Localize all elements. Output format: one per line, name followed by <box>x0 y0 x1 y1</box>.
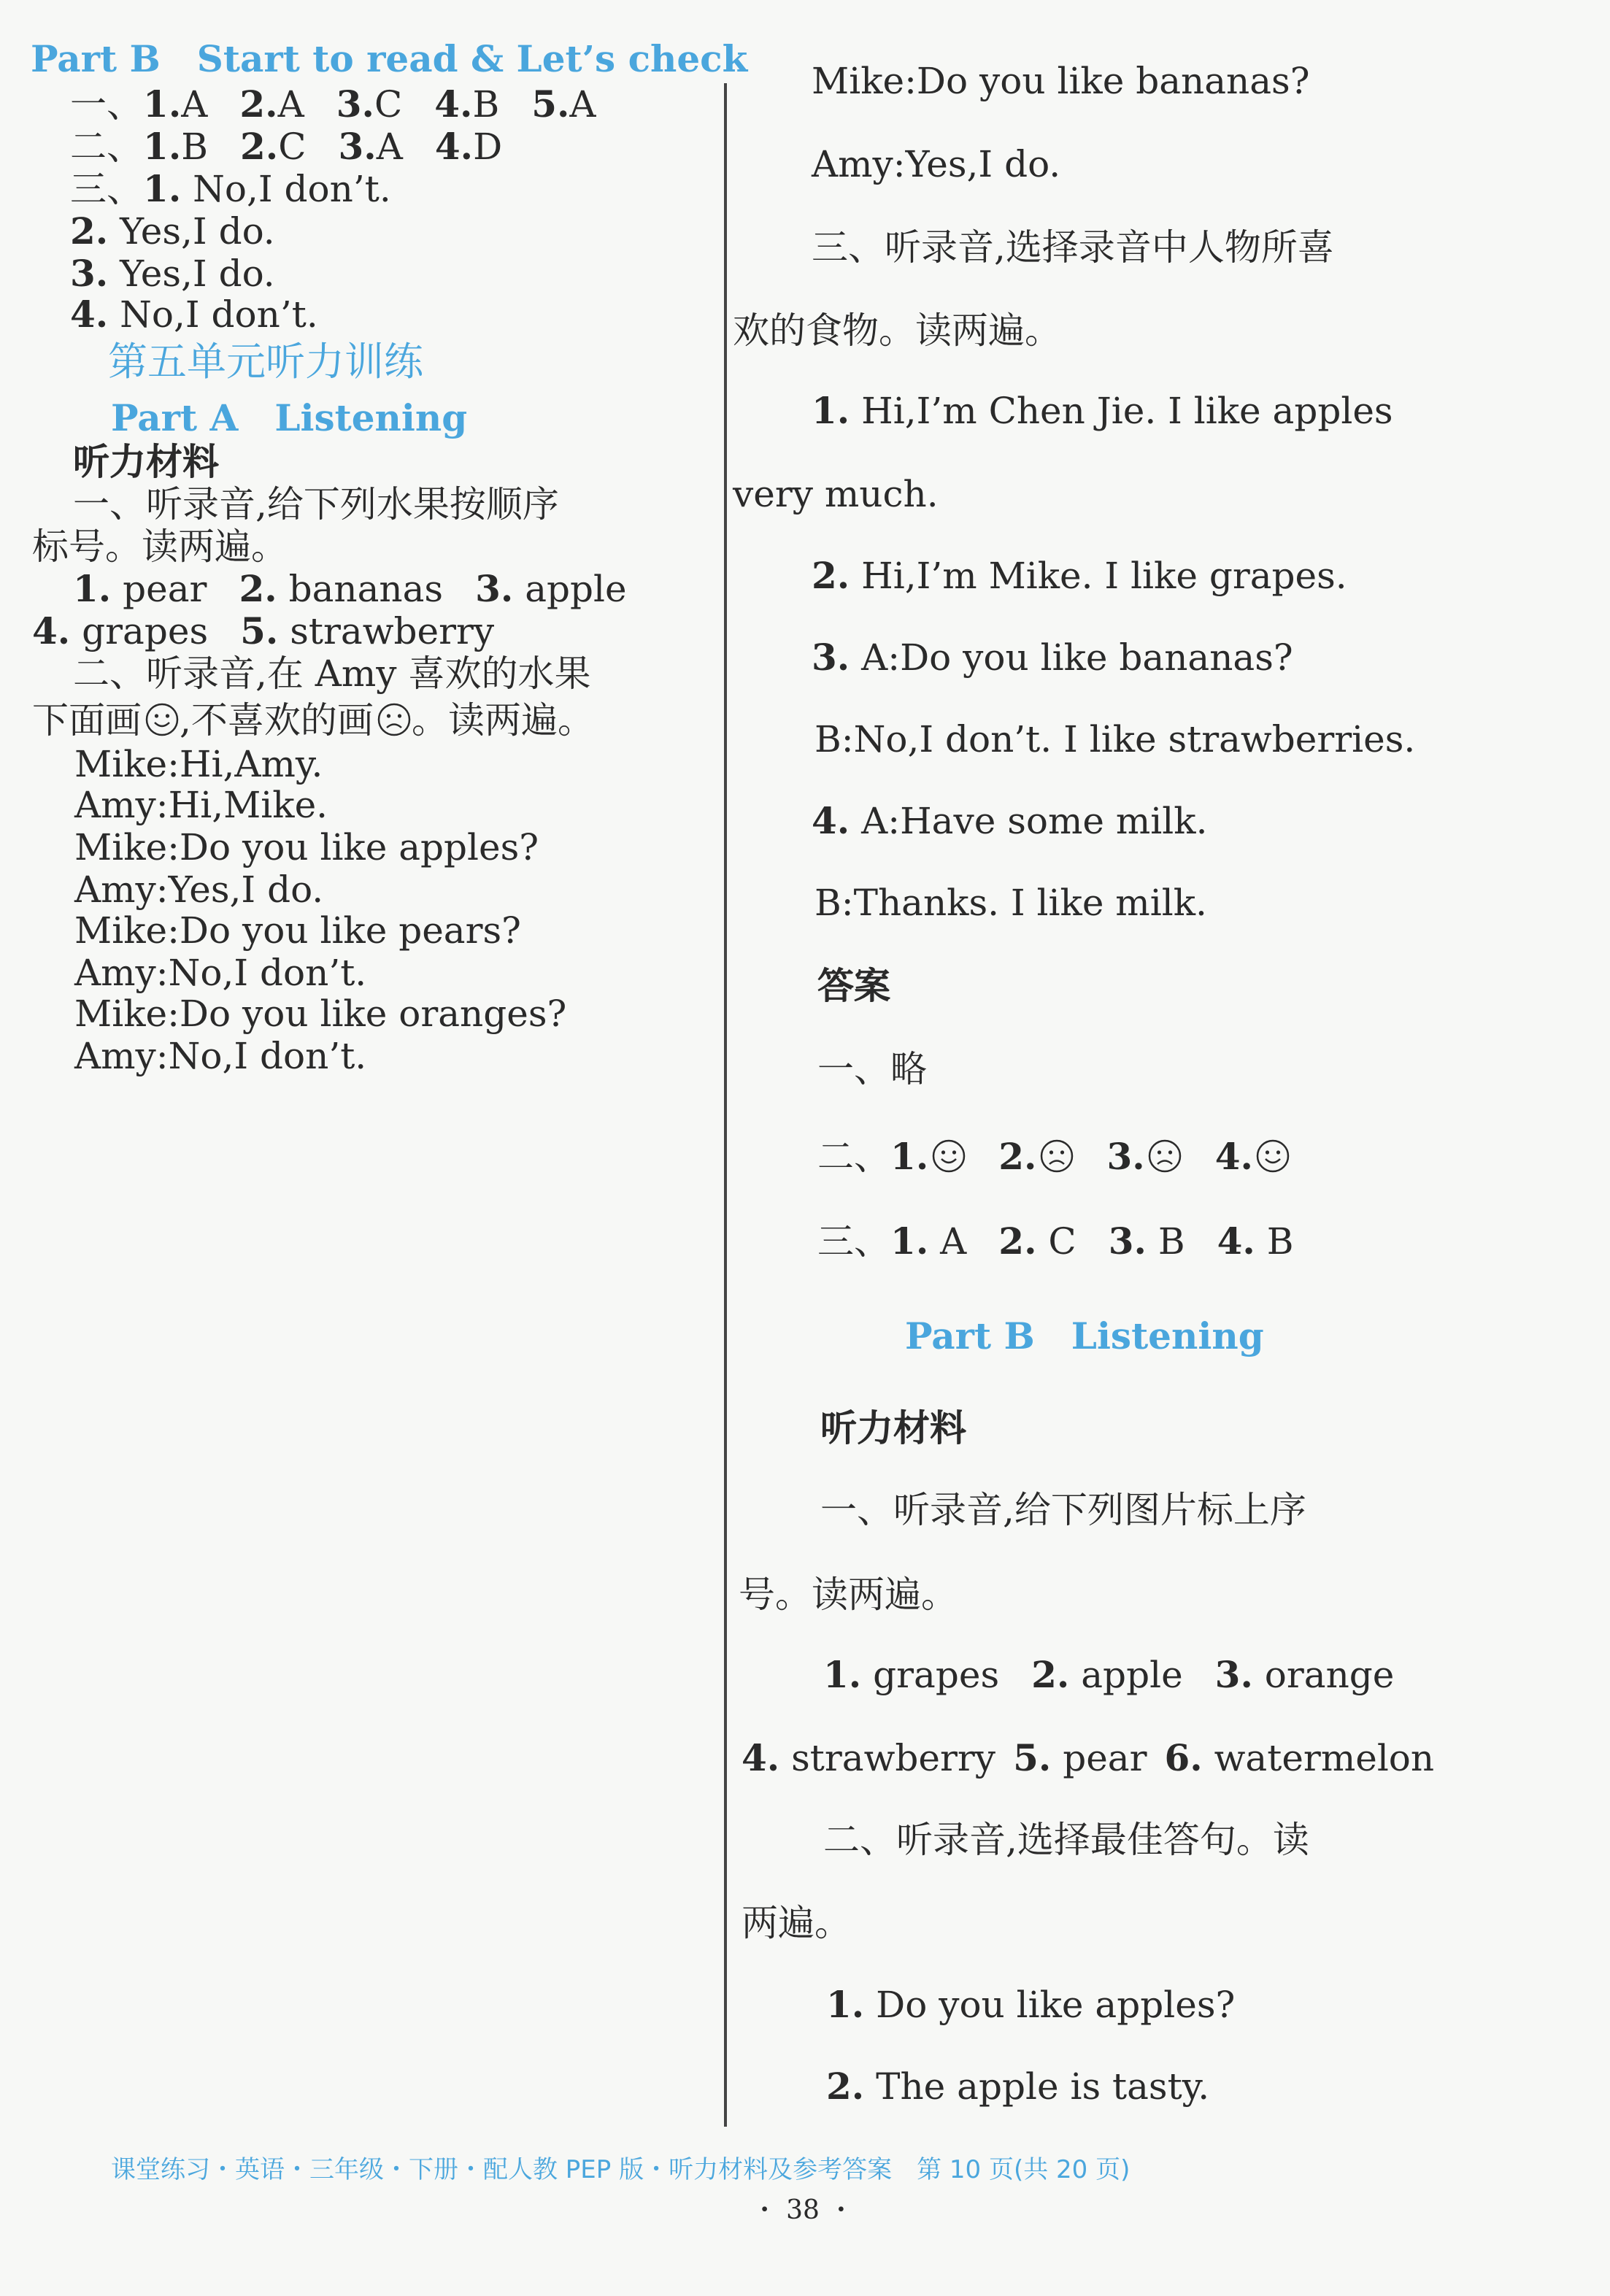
part-b-heading <box>31 38 747 82</box>
dialogue-line: Mike:Hi,Amy. <box>74 742 323 785</box>
dialogue-line: Amy:No,I don’t. <box>74 1035 367 1077</box>
dialogue-line: Mike:Do you like pears? <box>74 909 521 952</box>
answer-item: 2. <box>998 1136 1074 1179</box>
part-a-heading: Part A Listening <box>111 396 468 439</box>
answer-row-1: 一、略 <box>817 1048 928 1090</box>
list-item: 4. grapes <box>32 610 209 652</box>
fruit-list <box>73 568 659 612</box>
answer-item: 4.D <box>434 125 503 167</box>
fruit-list <box>32 610 526 654</box>
answer-item: 2. C <box>998 1220 1076 1263</box>
answer-row-2 <box>70 125 534 169</box>
list-item: 5. strawberry <box>240 610 495 652</box>
question-text: 号。读两遍。 <box>739 1573 958 1616</box>
question-text: 欢的食物。读两遍。 <box>733 309 1062 352</box>
answer-item: 2.A <box>239 82 304 125</box>
column-divider <box>724 83 726 2127</box>
list-item: 1. pear <box>73 568 207 610</box>
dialogue-line: Amy:Hi,Mike. <box>74 784 328 826</box>
listening-line: B:No,I don’t. I like strawberries. <box>814 718 1416 760</box>
dialogue-line: Mike:Do you like oranges? <box>74 993 567 1035</box>
list-item: 6. watermelon <box>1164 1737 1435 1779</box>
row-prefix: 一、 <box>70 82 144 125</box>
question-text: 三、听录音,选择录音中人物所喜 <box>812 226 1334 269</box>
unit-heading: 第五单元听力训练 <box>108 339 423 385</box>
answer-item: 3.A <box>338 125 403 167</box>
answer-item: 3. B <box>1108 1220 1185 1263</box>
question-text: 标号。读两遍。 <box>32 525 288 568</box>
picture-list <box>742 1737 1466 1781</box>
question-text: 一、听录音,给下列图片标上序 <box>820 1489 1306 1531</box>
listening-line: 1. Hi,I’m Chen Jie. I like apples <box>812 390 1393 432</box>
answer-item: 2.C <box>240 125 307 167</box>
answer-row-3-1: 三、1. No,I don’t. <box>70 167 391 209</box>
question-text: 两遍。 <box>742 1902 852 1944</box>
smiley-face-icon <box>931 1139 966 1174</box>
answer-item: 1.B <box>143 125 208 167</box>
material-label: 听力材料 <box>73 441 220 483</box>
answer-row-faces: 二、1. 2. 3. 4. <box>817 1136 1323 1179</box>
material-label: 听力材料 <box>820 1407 967 1449</box>
dialogue-line: Mike:Do you like apples? <box>74 825 539 868</box>
question-text: 一、听录音,给下列水果按顺序 <box>73 483 559 525</box>
answer-row-3-2: 2. Yes,I do. <box>70 209 275 252</box>
page-footer: 课堂练习・英语・三年级・下册・配人教 PEP 版・听力材料及参考答案 第 10 页(共 20 页) <box>111 2156 1131 2185</box>
sad-face-icon <box>1148 1139 1183 1174</box>
list-item: 2. apple <box>1031 1654 1183 1696</box>
listening-line: very much. <box>733 473 939 515</box>
part-label: Part B <box>31 38 161 80</box>
answer-item: 1. <box>890 1136 966 1179</box>
answer-item: 3.C <box>336 82 403 125</box>
question-text-with-faces: 下面画 ,不喜欢的画 。读两遍。 <box>32 699 594 741</box>
row-prefix: 二、 <box>70 125 144 167</box>
listening-line: 3. A:Do you like bananas? <box>812 636 1293 679</box>
part-b-listening-heading: Part B Listening <box>905 1315 1264 1357</box>
listening-line: 4. A:Have some milk. <box>812 800 1208 842</box>
answer-item: 1. A <box>890 1220 967 1263</box>
dialogue-line: Amy:Yes,I do. <box>74 868 324 910</box>
question-text: 二、听录音,在 Amy 喜欢的水果 <box>73 652 591 694</box>
answer-row-3-4: 4. No,I don’t. <box>70 293 318 336</box>
listening-line: B:Thanks. I like milk. <box>814 882 1207 924</box>
sad-face-icon <box>1039 1139 1074 1174</box>
sad-face-icon <box>377 702 412 737</box>
list-item: 4. strawberry <box>742 1737 996 1779</box>
dialogue-line: Amy:Yes,I do. <box>812 143 1061 185</box>
smiley-face-icon <box>145 702 180 737</box>
question-text: 二、听录音,选择最佳答句。读 <box>823 1819 1309 1861</box>
answer-row-3: 三、1. A 2. C 3. B 4. B <box>817 1220 1294 1263</box>
answer-item: 1.A <box>143 82 208 125</box>
answer-row-1 <box>70 82 628 126</box>
listening-line: 2. Hi,I’m Mike. I like grapes. <box>812 555 1347 597</box>
answer-item: 4. B <box>1217 1220 1294 1263</box>
answer-item: 4.B <box>434 82 500 125</box>
page-number: ・ 38 ・ <box>751 2195 855 2226</box>
listening-line: 1. Do you like apples? <box>826 1984 1236 2026</box>
smiley-face-icon <box>1256 1139 1291 1174</box>
dialogue-line: Mike:Do you like bananas? <box>812 60 1310 102</box>
list-item: 2. bananas <box>239 568 444 610</box>
listening-line: 2. The apple is tasty. <box>826 2065 1210 2108</box>
answer-item: 4. <box>1215 1136 1291 1179</box>
list-item: 1. grapes <box>823 1654 1000 1696</box>
dialogue-line: Amy:No,I don’t. <box>74 951 367 993</box>
list-item: 3. orange <box>1214 1654 1395 1696</box>
answer-item: 3. <box>1106 1136 1182 1179</box>
answer-row-3-3: 3. Yes,I do. <box>70 252 275 294</box>
list-item: 5. pear <box>1013 1737 1147 1779</box>
list-item: 3. apple <box>475 568 627 610</box>
part-title: Start to read & Let’s check <box>196 38 748 80</box>
picture-list <box>823 1654 1426 1698</box>
answer-item: 5.A <box>531 82 596 125</box>
answer-label: 答案 <box>817 965 891 1007</box>
